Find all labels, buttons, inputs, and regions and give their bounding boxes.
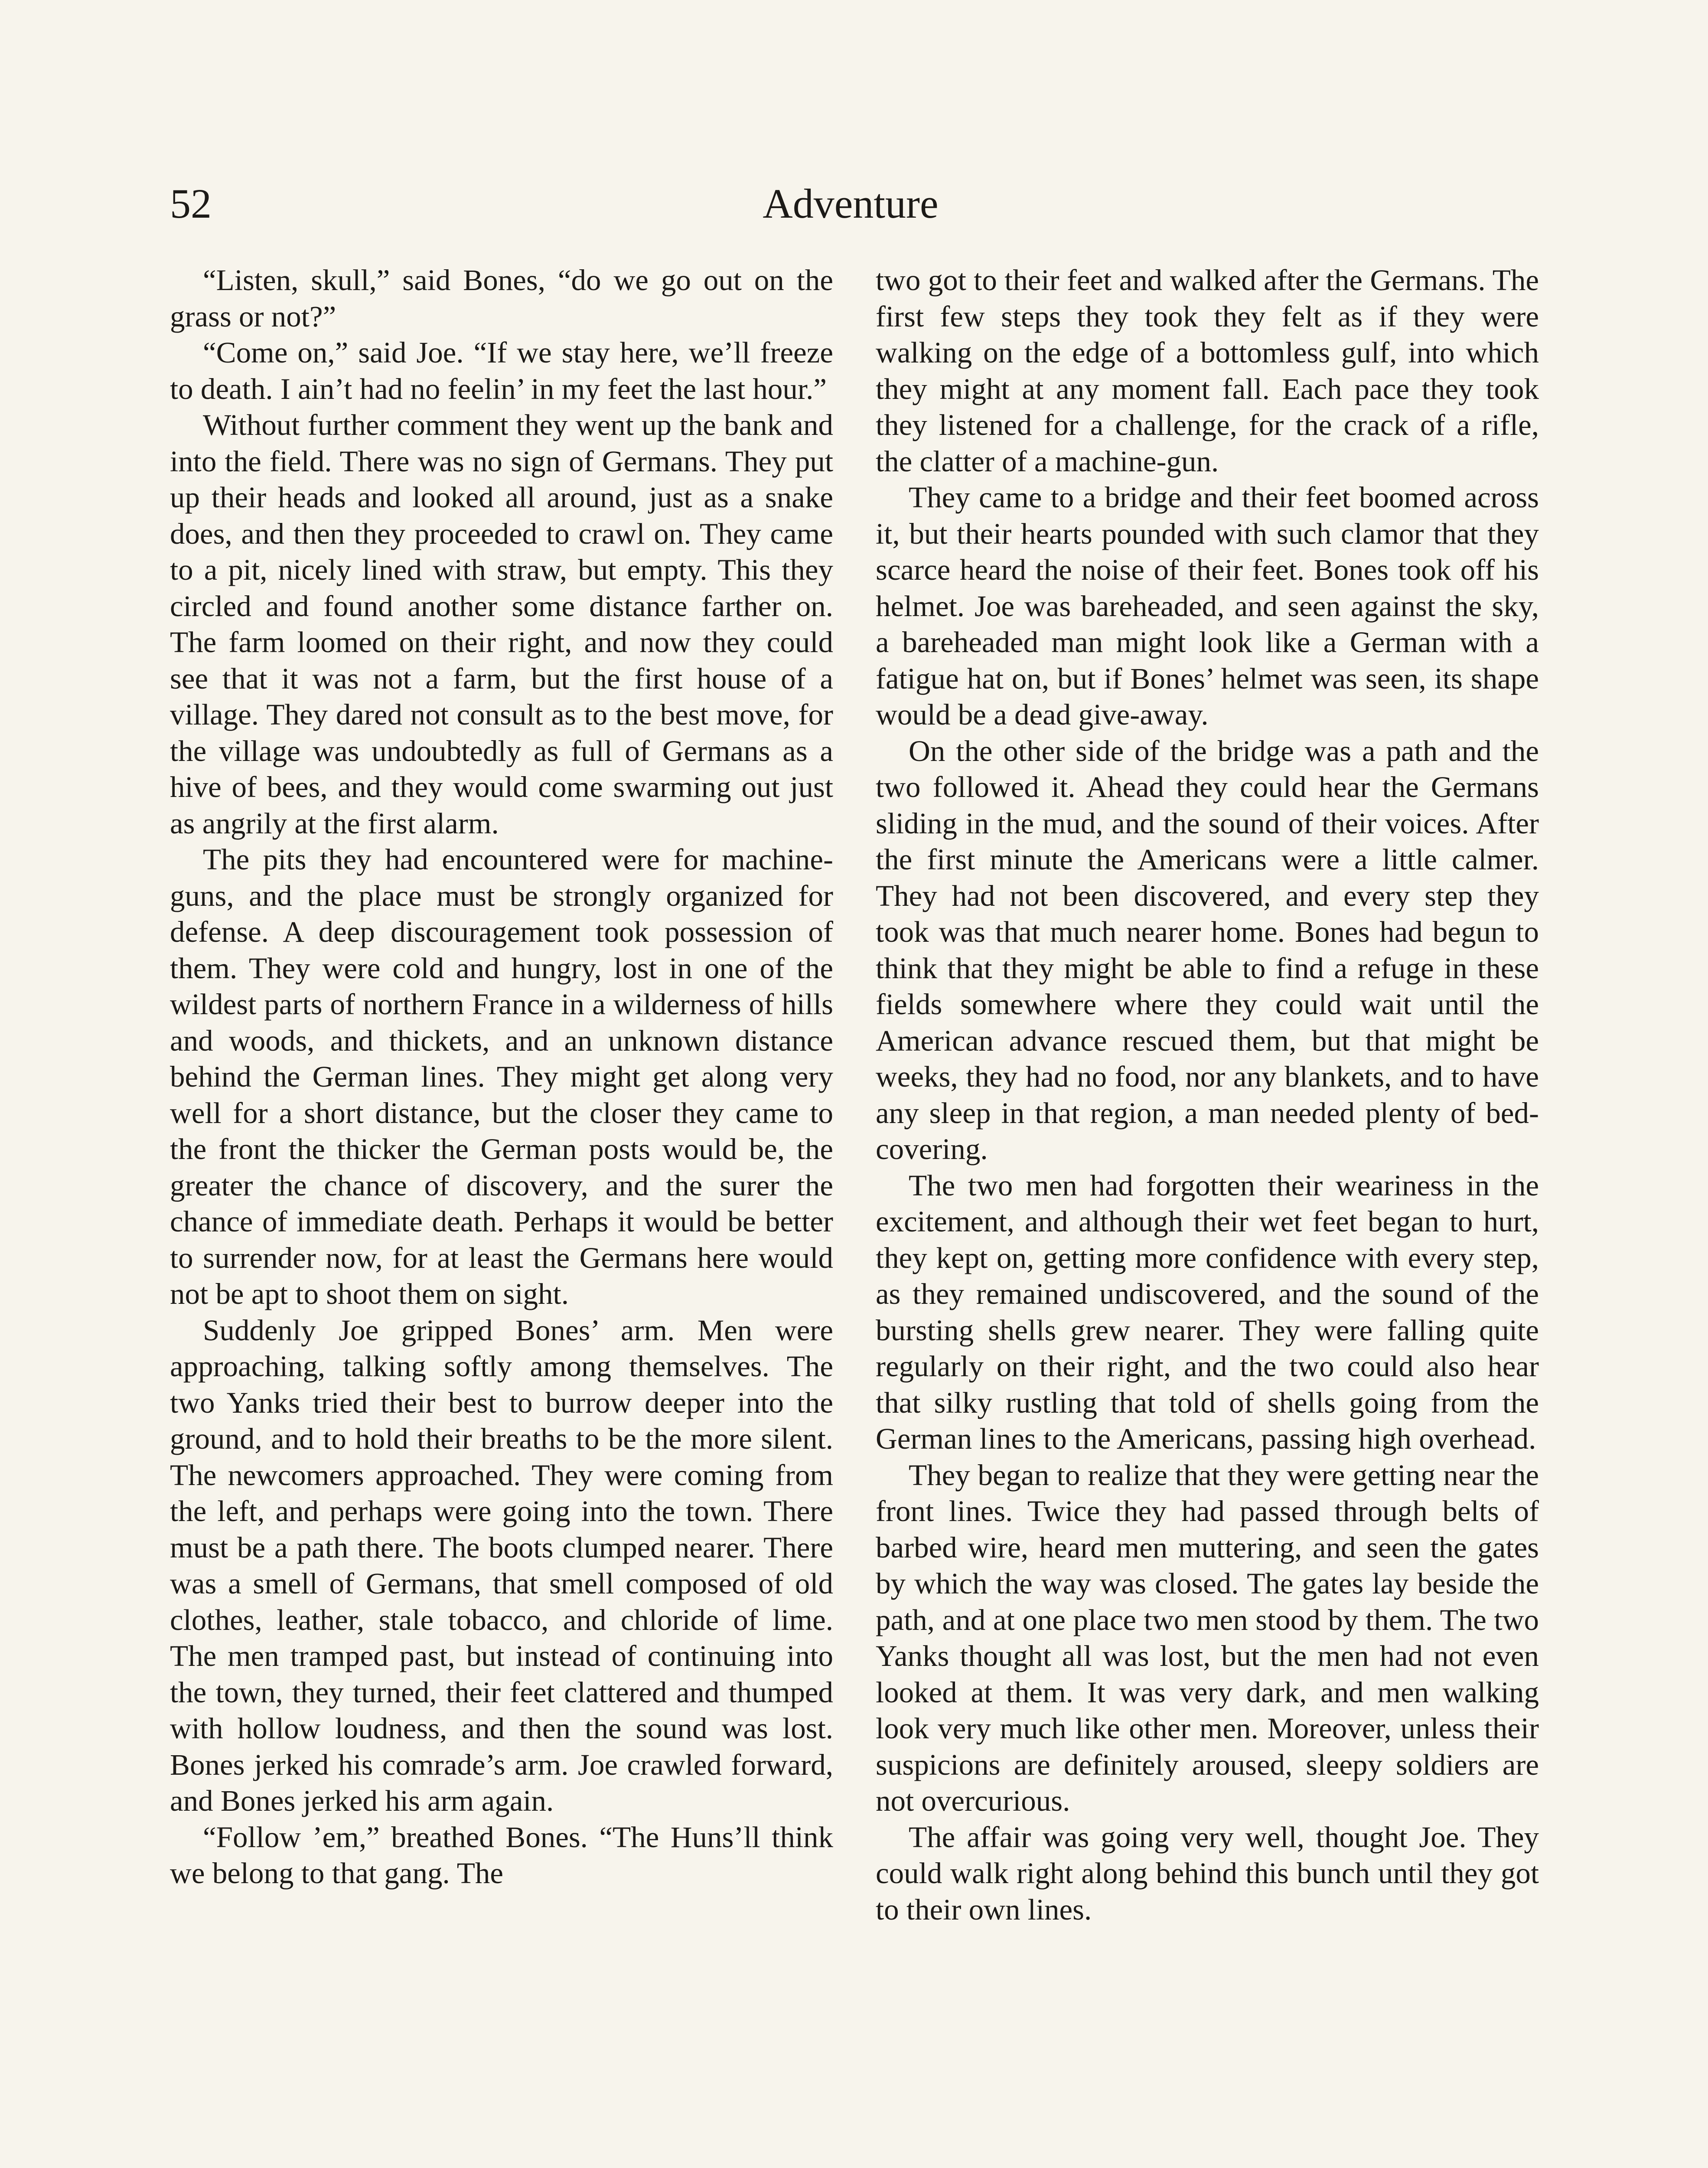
page-number: 52 — [170, 180, 212, 227]
paragraph-continued: two got to their feet and walked after the Germans. The first few steps they took they felt as if they were walking on the edge of a bottomless gulf, into which they might at any moment fall. Each pace they took they listened for a challenge, for the crack of a rifle, the clatter of a machine-gun. — [876, 264, 1539, 478]
paragraph: The pits they had encountered were for machine-guns, and the place must be strongly organized for defense. A deep discouragement took possession of them. They were cold and hungry, lost in one of the wildest parts of northern France in a wilderness of hills and woods, and thickets, and an unknown distance behind the German lines. They might get along very well for a short distance, but the closer they came to the front the thicker the German posts would be, the greater the chance of discovery, and the surer the chance of immediate death. Perhaps it would be better to surrender now, for at least the Germans here would not be apt to shoot them on sight. — [170, 843, 833, 1310]
paragraph: “Listen, skull,” said Bones, “do we go out on the grass or not?” — [170, 264, 833, 333]
running-title: Adventure — [763, 180, 939, 227]
paragraph: They began to realize that they were getting near the front lines. Twice they had passed through belts of barbed wire, heard men muttering, and seen the gates by which the way was closed. The gates lay beside the path, and at one place two men stood by them. The two Yanks thought all was lost, but the men had not even looked at them. It was very dark, and men walking look very much like other men. Moreover, unless their suspicions are definitely aroused, sleepy soldiers are not overcurious. — [876, 1458, 1539, 1817]
paragraph: They came to a bridge and their feet boomed across it, but their hearts pounded with such clamor that they scarce heard the noise of their feet. Bones took off his helmet. Joe was bareheaded, and seen against the sky, a bareheaded man might look like a German with a fatigue hat on, but if Bones’ helmet was seen, its shape would be a dead give-away. — [876, 481, 1539, 731]
paragraph: Suddenly Joe gripped Bones’ arm. Men were approaching, talking softly among themselves. The two Yanks tried their best to burrow deeper into the ground, and to hold their breaths to be the more silent. The newcomers approached. They were coming from the left, and perhaps were going into the town. There must be a path there. The boots clumped nearer. There was a smell of Germans, that smell composed of old clothes, leather, stale tobacco, and chloride of lime. The men tramped past, but instead of continuing into the town, they turned, their feet clattered and thumped with hollow loudness, and then the sound was lost. Bones jerked his comrade’s arm. Joe crawled forward, and Bones jerked his arm again. — [170, 1313, 833, 1817]
paragraph: On the other side of the bridge was a path and the two followed it. Ahead they could hear the Germans sliding in the mud, and the sound of their voices. After the first minute the Americans were a little calmer. They had not been discovered, and every step they took was that much nearer home. Bones had begun to think that they might be able to find a refuge in these fields somewhere where they could wait until the American advance rescued them, but that might be weeks, they had no food, nor any blankets, and to have any sleep in that region, a man needed plenty of bed-covering. — [876, 734, 1539, 1166]
paragraph: The affair was going very well, thought Joe. They could walk right along behind this bunch until they got to their own lines. — [876, 1820, 1539, 1926]
paragraph: Without further comment they went up the bank and into the field. There was no sign of Germans. They put up their heads and looked all around, just as a snake does, and then they proceeded to crawl on. They came to a pit, nicely lined with straw, but empty. This they circled and found another some distance farther on. The farm loomed on their right, and now they could see that it was not a farm, but the first house of a village. They dared not consult as to the best move, for the village was undoubtedly as full of Germans as a hive of bees, and they would come swarming out just as angrily at the first alarm. — [170, 408, 833, 840]
text-column-left — [170, 262, 833, 1892]
paragraph: The two men had forgotten their weariness in the excitement, and although their wet feet began to hurt, they kept on, getting more confidence with every step, as they remained undiscovered, and the sound of the bursting shells grew nearer. They were falling quite regularly on their right, and the two could also hear that silky rustling that told of shells going from the German lines to the Americans, passing high overhead. — [876, 1169, 1539, 1455]
paragraph: “Follow ’em,” breathed Bones. “The Huns’ll think we belong to that gang. The — [170, 1820, 833, 1890]
text-column-right — [876, 262, 1539, 1928]
page-header — [170, 171, 1531, 236]
paragraph: “Come on,” said Joe. “If we stay here, we’ll freeze to death. I ain’t had no feelin’ in my feet the last hour.” — [170, 336, 833, 405]
